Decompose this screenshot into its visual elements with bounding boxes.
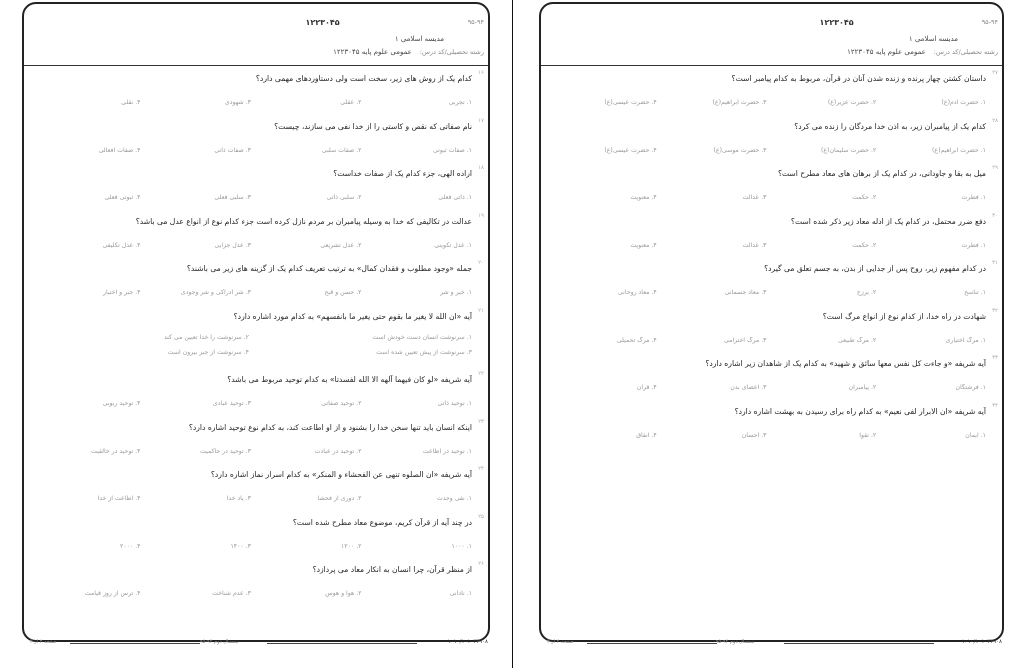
- answer-option: ۱. فطرت: [961, 241, 986, 249]
- answer-option: ۲. عدل تشریعی: [320, 241, 362, 249]
- answer-options: [549, 194, 988, 204]
- question-text: شهادت در راه خدا، از کدام نوع از انواع مرگ است؟: [822, 311, 986, 321]
- question-item: [541, 70, 1002, 110]
- answer-option: ۲. عقلی: [340, 99, 362, 106]
- answer-option: ۳. سلبی فعلی: [214, 194, 251, 201]
- question-item: [24, 514, 488, 554]
- answer-option: ۴. ثبوتی فعلی: [104, 194, 141, 201]
- question-text: کدام یک از روش های زیر، سخت است ولی دستاوردهای مهمی دارد؟: [255, 74, 472, 83]
- question-number: ۳۰: [992, 212, 998, 219]
- question-item: [541, 165, 1002, 205]
- answer-option: ۳. حضرت موسی(ع): [713, 146, 767, 154]
- header-code: ۱۲۲۳۰۴۵: [819, 17, 854, 27]
- question-number: ۲۴: [478, 466, 484, 472]
- footer-line: [267, 643, 417, 644]
- answer-option: ۴. اطاعت از خدا: [97, 495, 141, 502]
- question-number: ۲۰: [478, 260, 484, 266]
- answer-option: ۲. ۱۲۰۰: [340, 542, 362, 550]
- answer-option: ۴. سرنوشت از جبر بیرون است: [167, 348, 249, 356]
- header-row-1: [24, 16, 488, 28]
- answer-options: [549, 147, 988, 157]
- answer-option: ۴. صفات افعالی: [98, 146, 141, 154]
- question-number: ۲۶: [478, 561, 484, 567]
- course-title: مدیسه اسلامی ۱: [908, 35, 958, 43]
- footer-code: ۱۰۱۰/۱۰۱۰۴۳۹۰۸: [961, 639, 1002, 645]
- answer-option: ۴. مرگ تحمیلی: [616, 336, 657, 344]
- question-item: [541, 118, 1002, 158]
- answer-option: ۴. نقلی: [121, 99, 141, 106]
- answer-option: ۱. تجربی: [448, 99, 472, 106]
- answer-option: ۱. ذاتی فعلی: [438, 194, 472, 201]
- answer-options: [32, 99, 474, 109]
- question-text: جمله «وجود مطلوب و فقدان کمال» به ترتیب تعریف کدام یک از گزینه های زیر می باشند؟: [186, 264, 472, 273]
- answer-option: ۱. توحید ذاتی: [437, 400, 472, 407]
- answer-option: ۱. حضرت ابراهیم(ع): [931, 146, 986, 154]
- footer-line: [587, 643, 717, 644]
- answer-options: [549, 99, 988, 109]
- answer-option: ۴. عدل تکلیفی: [102, 241, 141, 249]
- question-text: نام صفاتی که نقص و کاستی را از خدا نفی می سازند، چیست؟: [274, 121, 472, 131]
- question-item: [24, 70, 488, 110]
- question-number: ۳۳: [992, 355, 998, 361]
- answer-option: ۳. عدالت: [742, 194, 767, 201]
- answer-option: ۲. هوا و هوس: [325, 590, 362, 597]
- answer-option: ۳. ۱۴۰۰: [230, 542, 251, 550]
- answer-options: [549, 242, 988, 252]
- answer-option: ۲. پیامبران: [848, 384, 877, 391]
- footer-term: نیمسال دوم ۹۴-۹۵: [199, 639, 239, 645]
- answer-option: ۲. حسن و قبح: [324, 289, 362, 296]
- question-item: [24, 466, 488, 506]
- answer-option: ۳. عدالت: [742, 241, 767, 249]
- answer-option: ۱. توحید در اطاعت: [422, 447, 472, 455]
- question-text: آیه شریفه «ان الابرار لفی نعیم» به کدام راه برای رسیدن به بهشت اشاره دارد؟: [734, 406, 986, 416]
- footer-line: [784, 643, 934, 644]
- question-item: [541, 355, 1002, 395]
- answer-option: ۳. معاد جسمانی: [724, 289, 767, 296]
- answer-option: ۴. ۲۰۰۰: [119, 542, 141, 550]
- answer-option: ۳. عدل جزایی: [214, 241, 251, 249]
- answer-options: [32, 400, 474, 410]
- footer-code: ۱۰۱۰/۱۰۱۰۴۳۹۰۸: [447, 639, 488, 645]
- answer-option: ۱. نفی وحدت: [436, 495, 472, 502]
- answer-option: ۴. جبر و اختیار: [103, 289, 141, 296]
- question-number: ۲۳: [478, 418, 484, 425]
- field-value: عمومی علوم پایه ۱۲۲۳۰۴۵: [333, 48, 412, 56]
- question-text: میل به بقا و جاودانی، در کدام یک از برهان های معاد مطرح است؟: [777, 169, 986, 178]
- footer-page: صفحه ۴ از ۴: [547, 639, 574, 645]
- answer-option: ۳. مرگ اخترامی: [723, 336, 767, 344]
- answer-option: ۱. فرشتگان: [955, 384, 986, 391]
- answer-option: ۳. شر ادراکی و شر وجودی: [180, 289, 251, 296]
- answer-option: ۲. توحید صفاتی: [321, 400, 362, 407]
- answer-option: ۲. مرگ طبیعی: [837, 336, 877, 344]
- field-label: رشته تحصیلی/کد درس:: [419, 48, 484, 56]
- answer-options: [32, 194, 474, 204]
- footer-line: [70, 643, 200, 644]
- header-term: ۹۵-۹۴: [981, 18, 998, 26]
- answer-option: ۳. اعضای بدن: [730, 384, 767, 391]
- answer-option: ۳. صفات ذاتی: [214, 146, 251, 154]
- question-number: ۲۷: [992, 70, 998, 76]
- answer-option: ۳. یاد خدا: [226, 495, 251, 502]
- answer-options: [32, 543, 474, 553]
- question-text: از منظر قرآن، چرا انسان به انکار معاد می پردازد؟: [312, 565, 472, 574]
- question-text: آیه شریفه «ان الصلوه تنهی عن الفحشاء و المنکر» به کدام اسرار نماز اشاره دارد؟: [210, 470, 472, 479]
- question-item: [541, 403, 1002, 443]
- answer-option: ۱. صفات ثبوتی: [433, 146, 472, 154]
- answer-option: ۴. معنویت: [630, 194, 657, 201]
- question-number: ۲۹: [992, 165, 998, 171]
- answer-option: ۱. تناسخ: [964, 289, 986, 296]
- page-frame: [539, 2, 1004, 642]
- answer-options: [549, 337, 988, 347]
- answer-option: ۲. توحید در عبادت: [314, 447, 362, 455]
- question-text: دفع ضرر محتمل، در کدام یک از ادله معاد زیر ذکر شده است؟: [790, 216, 986, 226]
- question-number: ۲۲: [478, 371, 484, 377]
- answer-option: ۴. قرآن: [636, 384, 657, 391]
- answer-option: ۳. توحید عبادی: [212, 400, 251, 407]
- answer-option: ۲. دوری از فحشا: [317, 495, 362, 502]
- exam-page-right: [512, 0, 1024, 668]
- header-row-3: [24, 46, 488, 58]
- question-item: [24, 307, 488, 356]
- header-code: ۱۲۲۳۰۴۵: [305, 17, 340, 27]
- question-item: [541, 213, 1002, 253]
- page-header: [24, 4, 488, 66]
- answer-option: ۳. حضرت ابراهیم(ع): [712, 99, 767, 106]
- answer-options: [549, 384, 988, 394]
- answer-options: [549, 289, 988, 299]
- question-item: [541, 260, 1002, 300]
- question-text: اراده الهی، جزء کدام یک از صفات خداست؟: [333, 169, 472, 178]
- header-row-1: [541, 16, 1002, 28]
- answer-option: ۴. حضرت عیسی(ع): [604, 146, 657, 154]
- answer-option: ۴. معنویت: [630, 241, 657, 249]
- answer-option: ۳. احسان: [741, 431, 767, 439]
- answer-option: ۴. ترس از روز قیامت: [84, 590, 141, 597]
- answer-option: ۲. حکمت: [852, 241, 877, 249]
- answer-option: ۴. انفاق: [636, 431, 657, 439]
- answer-option: ۱. مرگ اختیاری: [945, 336, 986, 344]
- question-text: آیه شریفه «لو کان فیهما آلهه الا الله لفسدتا» به کدام توحید مربوط می باشد؟: [227, 375, 472, 384]
- question-item: [24, 213, 488, 253]
- question-text: عدالت در تکالیفی که خدا به وسیله پیامبران بر مردم نازل کرده است جزء کدام نوع از انواع عدل می باشد؟: [135, 216, 472, 226]
- answer-option: ۱. نادانی: [449, 590, 472, 597]
- answer-option: ۱. سرنوشت انسان دست خودش است: [372, 333, 472, 341]
- answer-option: ۲. برزخ: [856, 289, 877, 296]
- field-label: رشته تحصیلی/کد درس:: [933, 48, 998, 56]
- question-text: در کدام مفهوم زیر، روح پس از جدایی از بدن، به جسم تعلق می گیرد؟: [764, 264, 986, 273]
- answer-option: ۲. حضرت سلیمان(ع): [820, 146, 877, 154]
- question-number: ۱۶: [478, 70, 484, 76]
- question-text: آیه «ان الله لا یغیر ما بقوم حتی یغیر ما بانفسهم» به کدام مورد اشاره دارد؟: [233, 311, 472, 321]
- answer-options: [549, 432, 988, 442]
- question-item: [24, 371, 488, 411]
- question-item: [541, 308, 1002, 348]
- question-text: داستان کشتن چهار پرنده و زنده شدن آنان در قرآن، مربوط به کدام پیامبر است؟: [731, 74, 986, 83]
- field-value: عمومی علوم پایه ۱۲۲۳۰۴۵: [847, 48, 926, 56]
- question-number: ۲۸: [992, 117, 998, 124]
- answer-option: ۲. سرنوشت را خدا تعیین می کند: [163, 333, 249, 341]
- question-text: آیه شریفه «و جاءت کل نفس معها سائق و شهید» به کدام یک از شاهدان زیر اشاره دارد؟: [705, 359, 986, 368]
- answer-option: ۱. ۱۰۰۰: [451, 542, 472, 550]
- question-number: ۳۱: [992, 260, 998, 266]
- answer-option: ۳. توحید در حاکمیت: [200, 447, 251, 455]
- question-number: ۳۲: [992, 307, 998, 314]
- question-number: ۲۵: [478, 513, 484, 520]
- answer-option: ۲. تقوا: [859, 431, 877, 439]
- answer-option: ۲. حضرت عزیر(ع): [827, 99, 877, 106]
- answer-option: ۱. فطرت: [961, 194, 986, 201]
- question-item: [24, 561, 488, 601]
- footer-page: صفحه ۳ از ۴: [30, 639, 57, 645]
- answer-option: ۱. ایمان: [965, 431, 986, 439]
- question-number: ۱۹: [478, 212, 484, 219]
- answer-option: ۳. سرنوشت از پیش تعیین شده است: [376, 348, 472, 356]
- header-row-2: [541, 34, 1002, 44]
- answer-option: ۳. عدم شناخت: [212, 590, 251, 597]
- question-item: [24, 260, 488, 300]
- answer-option: ۲. صفات سلبی: [321, 146, 362, 154]
- course-title: مدیسه اسلامی ۱: [394, 35, 444, 43]
- answer-option: ۳. شهودی: [224, 99, 251, 106]
- answer-option: ۲. حکمت: [852, 194, 877, 201]
- question-text: کدام یک از پیامبران زیر، به اذن خدا مردگان را زنده می کرد؟: [794, 121, 986, 131]
- answer-option: ۴. معاد روحانی: [618, 289, 657, 296]
- answer-options: [32, 590, 474, 600]
- page-header: [541, 4, 1002, 66]
- question-number: ۱۸: [478, 165, 484, 171]
- answer-options: [32, 147, 474, 157]
- footer-term: نیمسال دوم ۹۴-۹۵: [715, 639, 755, 645]
- answer-option: ۴. حضرت عیسی(ع): [604, 99, 657, 106]
- answer-options: [32, 495, 474, 505]
- answer-options: [32, 242, 474, 252]
- question-number: ۱۷: [478, 117, 484, 124]
- question-number: ۳۴: [992, 402, 998, 409]
- header-term: ۹۵-۹۴: [467, 18, 484, 26]
- page-footer: [22, 637, 490, 647]
- question-number: ۲۱: [478, 307, 484, 314]
- answer-options: [32, 289, 474, 299]
- question-text: اینکه انسان باید تنها سخن خدا را بشنود و از او اطاعت کند، به کدام نوع توحید اشاره دارد؟: [188, 422, 472, 432]
- answer-option: ۴. توحید در خالقیت: [91, 447, 141, 455]
- question-item: [24, 419, 488, 459]
- answer-option: ۴. توحید ربوبی: [102, 400, 141, 407]
- answer-option: ۱. حضرت آدم(ع): [941, 99, 986, 106]
- question-item: [24, 118, 488, 158]
- header-row-3: [541, 46, 1002, 58]
- answer-option: ۱. عدل تکوینی: [434, 241, 472, 249]
- page-frame: [22, 2, 490, 642]
- header-row-2: [24, 34, 488, 44]
- answer-option: ۱. خیر و شر: [440, 289, 472, 296]
- question-item: [24, 165, 488, 205]
- question-text: در چند آیه از قرآن کریم، موضوع معاد مطرح شده است؟: [292, 517, 472, 527]
- answer-option: ۲. سلبی ذاتی: [326, 194, 362, 201]
- answer-options: [32, 448, 474, 458]
- page-footer: [539, 637, 1004, 647]
